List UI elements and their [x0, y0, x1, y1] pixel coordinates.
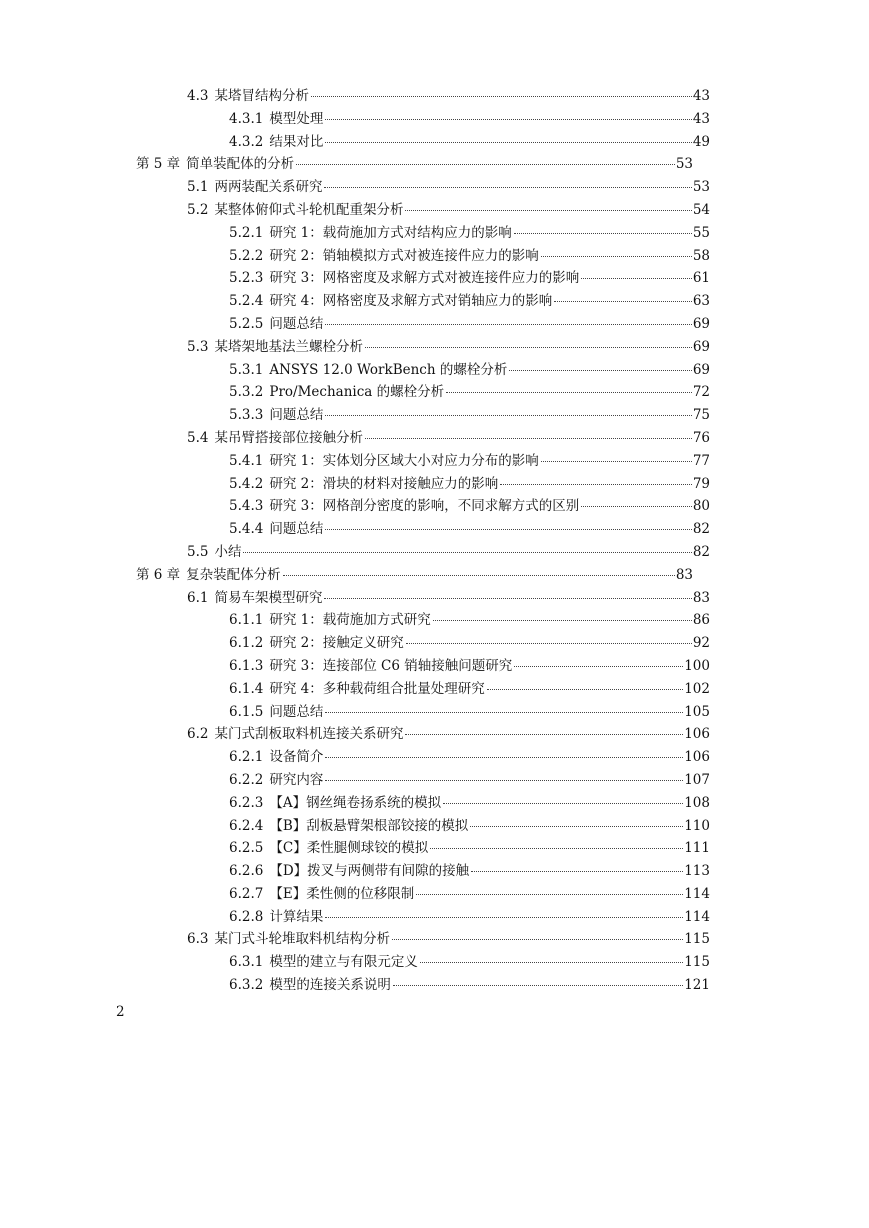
toc-entry[interactable]	[0, 791, 710, 814]
toc-dot-leader	[325, 529, 691, 530]
toc-entry-number: 6.2.7	[229, 885, 264, 902]
toc-entry-title: 模型的连接关系说明	[269, 977, 391, 994]
toc-dot-leader	[581, 506, 692, 507]
toc-entry[interactable]	[0, 358, 710, 381]
toc-dot-leader	[405, 734, 683, 735]
toc-entry[interactable]	[0, 221, 710, 244]
toc-entry-number: 5.4.1	[229, 452, 264, 469]
toc-dot-leader	[325, 119, 691, 120]
toc-entry-title: 小结	[214, 543, 242, 560]
toc-dot-leader	[514, 233, 692, 234]
toc-entry-title: 研究 3：网格密度及求解方式对被连接件应力的影响	[269, 270, 580, 287]
page-number: 2	[116, 1004, 125, 1020]
toc-entry-title: 简单装配体的分析	[186, 156, 295, 173]
toc-entry[interactable]	[0, 677, 710, 700]
toc-entry-page: 49	[692, 133, 710, 150]
toc-entry-title: 【E】柔性侧的位移限制	[269, 885, 415, 902]
toc-entry-page: 76	[692, 429, 710, 446]
toc-entry-page: 43	[692, 110, 710, 127]
toc-entry[interactable]	[0, 973, 710, 996]
toc-entry-page: 111	[684, 840, 710, 857]
toc-entry-page: 75	[692, 407, 710, 424]
toc-entry-page: 100	[684, 657, 710, 674]
toc-dot-leader	[541, 461, 692, 462]
toc-entry-title: 某门式斗轮堆取料机结构分析	[214, 931, 390, 948]
toc-dot-leader	[430, 848, 683, 849]
toc-entry-number: 5.2	[187, 201, 209, 218]
toc-entry-number: 5.4.3	[229, 498, 264, 515]
toc-entry[interactable]	[0, 472, 710, 495]
toc-entry-page: 102	[684, 680, 710, 697]
toc-entry-title: 简易车架模型研究	[214, 589, 323, 606]
toc-entry-number: 5.3.1	[229, 361, 264, 378]
toc-dot-leader	[325, 415, 691, 416]
toc-entry[interactable]	[0, 449, 710, 472]
toc-entry[interactable]	[0, 654, 710, 677]
toc-entry-title: 某门式刮板取料机连接关系研究	[214, 726, 404, 743]
toc-entry-title: Pro/Mechanica 的螺栓分析	[269, 384, 445, 401]
toc-entry-title: 研究内容	[269, 771, 324, 788]
toc-dot-leader	[420, 962, 683, 963]
toc-entry-number: 6.2.8	[229, 908, 264, 925]
toc-entry-number: 6.2.2	[229, 771, 264, 788]
toc-entry-title: 【A】钢丝绳卷扬系统的模拟	[269, 794, 442, 811]
toc-entry-page: 69	[692, 315, 710, 332]
toc-dot-leader	[541, 256, 692, 257]
toc-entry[interactable]	[0, 312, 710, 335]
toc-entry[interactable]	[0, 494, 710, 517]
toc-entry[interactable]	[0, 84, 710, 107]
toc-entry-page: 69	[692, 361, 710, 378]
toc-dot-leader	[365, 347, 692, 348]
toc-entry[interactable]	[0, 814, 710, 837]
toc-entry-title: ANSYS 12.0 WorkBench 的螺栓分析	[269, 361, 508, 378]
toc-entry-title: 问题总结	[269, 315, 324, 332]
toc-entry-page: 72	[692, 384, 710, 401]
toc-entry-number: 5.3.3	[229, 407, 264, 424]
toc-entry-title: 研究 3：网格剖分密度的影响，不同求解方式的区别	[269, 498, 580, 515]
toc-entry-title: 研究 2：销轴模拟方式对被连接件应力的影响	[269, 247, 539, 264]
toc-dot-leader	[283, 575, 675, 576]
toc-entry-title: 结果对比	[269, 133, 324, 150]
toc-entry-title: 研究 1：载荷施加方式对结构应力的影响	[269, 224, 512, 241]
toc-entry-number: 4.3.1	[229, 110, 264, 127]
toc-dot-leader	[487, 689, 683, 690]
toc-dot-leader	[325, 142, 691, 143]
toc-entry-number: 6.3.1	[229, 954, 264, 971]
toc-entry-title: 【B】刮板悬臂架根部铰接的模拟	[269, 817, 469, 834]
toc-entry-number: 6.1	[187, 589, 209, 606]
toc-entry-number: 第 6 章	[136, 566, 181, 583]
toc-entry-page: 83	[675, 566, 693, 583]
toc-entry-page: 63	[692, 293, 710, 310]
toc-entry[interactable]	[0, 859, 710, 882]
toc-entry[interactable]	[0, 836, 710, 859]
toc-entry[interactable]	[0, 631, 710, 654]
toc-entry-page: 53	[675, 156, 693, 173]
toc-entry-number: 5.4.4	[229, 521, 264, 538]
toc-entry[interactable]	[0, 586, 710, 609]
toc-entry-title: 问题总结	[269, 407, 324, 424]
toc-entry[interactable]	[0, 517, 710, 540]
toc-dot-leader	[470, 826, 683, 827]
toc-dot-leader	[500, 484, 692, 485]
toc-entry-page: 83	[692, 589, 710, 606]
toc-entry-title: 设备简介	[269, 749, 324, 766]
toc-entry-title: 模型处理	[269, 110, 324, 127]
toc-entry-page: 77	[692, 452, 710, 469]
toc-dot-leader	[325, 917, 683, 918]
toc-dot-leader	[325, 757, 683, 758]
toc-entry-title: 研究 1：实体划分区域大小对应力分布的影响	[269, 452, 539, 469]
toc-dot-leader	[405, 210, 691, 211]
toc-entry-page: 53	[692, 179, 710, 196]
toc-entry-page: 82	[692, 543, 710, 560]
toc-entry-number: 5.4	[187, 429, 209, 446]
toc-entry[interactable]	[0, 700, 710, 723]
toc-entry-number: 6.3	[187, 931, 209, 948]
toc-dot-leader	[406, 643, 692, 644]
toc-entry-page: 121	[684, 977, 710, 994]
toc-entry[interactable]	[0, 927, 710, 950]
toc-entry[interactable]	[0, 152, 693, 175]
toc-entry-title: 某整体俯仰式斗轮机配重架分析	[214, 201, 404, 218]
toc-entry-number: 5.1	[187, 179, 209, 196]
toc-entry-title: 计算结果	[269, 908, 324, 925]
toc-dot-leader	[433, 620, 692, 621]
toc-entry[interactable]	[0, 335, 710, 358]
toc-entry[interactable]	[0, 563, 693, 586]
toc-entry-number: 6.1.5	[229, 703, 264, 720]
toc-entry-number: 6.1.4	[229, 680, 264, 697]
toc-entry-number: 6.2.5	[229, 840, 264, 857]
toc-entry-title: 【D】拨叉与两侧带有间隙的接触	[269, 863, 470, 880]
toc-entry-page: 92	[692, 635, 710, 652]
toc-entry[interactable]	[0, 107, 710, 130]
toc-entry-number: 5.3.2	[229, 384, 264, 401]
toc-entry-page: 43	[692, 88, 710, 104]
toc-dot-leader	[392, 939, 683, 940]
toc-entry-title: 某塔冒结构分析	[214, 88, 309, 104]
toc-entry-page: 55	[692, 224, 710, 241]
toc-dot-leader	[471, 871, 683, 872]
toc-entry-number: 6.2	[187, 726, 209, 743]
toc-entry-number: 第 5 章	[136, 156, 181, 173]
toc-entry[interactable]	[0, 950, 710, 973]
toc-entry[interactable]	[0, 403, 710, 426]
toc-entry[interactable]	[0, 130, 710, 153]
toc-entry-page: 106	[684, 726, 710, 743]
toc-entry[interactable]	[0, 608, 710, 631]
toc-entry[interactable]	[0, 722, 710, 745]
toc-entry-number: 5.2.1	[229, 224, 264, 241]
toc-entry[interactable]	[0, 426, 710, 449]
toc-entry-page: 86	[692, 612, 710, 629]
toc-entry-page: 115	[684, 954, 710, 971]
toc-dot-leader	[509, 370, 691, 371]
toc-entry-number: 5.5	[187, 543, 209, 560]
toc-entry-number: 4.3.2	[229, 133, 264, 150]
toc-entry[interactable]	[0, 175, 710, 198]
toc-entry-number: 6.1.3	[229, 657, 264, 674]
toc-entry-number: 5.2.2	[229, 247, 264, 264]
toc-entry-title: 研究 4：多种载荷组合批量处理研究	[269, 680, 485, 697]
toc-entry-title: 问题总结	[269, 703, 324, 720]
toc-entry-page: 110	[684, 817, 710, 834]
toc-entry-page: 108	[684, 794, 710, 811]
toc-entry[interactable]	[0, 198, 710, 221]
toc-entry[interactable]	[0, 289, 710, 312]
toc-entry-title: 两两装配关系研究	[214, 179, 323, 196]
toc-entry-number: 4.3	[187, 88, 209, 104]
toc-entry[interactable]	[0, 745, 710, 768]
toc-entry-number: 6.3.2	[229, 977, 264, 994]
toc-entry-title: 研究 4：网格密度及求解方式对销轴应力的影响	[269, 293, 553, 310]
toc-entry-title: 某吊臂搭接部位接触分析	[214, 429, 363, 446]
toc-dot-leader	[296, 164, 675, 165]
toc-entry[interactable]	[0, 266, 710, 289]
toc-entry-title: 研究 2：接触定义研究	[269, 635, 404, 652]
toc-entry-number: 5.2.3	[229, 270, 264, 287]
toc-dot-leader	[554, 301, 692, 302]
toc-dot-leader	[325, 780, 683, 781]
toc-entry-page: 79	[692, 475, 710, 492]
toc-entry-page: 113	[684, 863, 710, 880]
toc-entry-number: 6.1.2	[229, 635, 264, 652]
toc-dot-leader	[325, 712, 683, 713]
toc-entry-number: 6.2.4	[229, 817, 264, 834]
toc-entry-page: 114	[684, 885, 710, 902]
toc-entry-number: 6.1.1	[229, 612, 264, 629]
toc-entry-title: 某塔架地基法兰螺栓分析	[214, 338, 363, 355]
toc-entry-page: 61	[692, 270, 710, 287]
toc-entry[interactable]	[0, 244, 710, 267]
toc-entry-number: 6.2.1	[229, 749, 264, 766]
toc-entry-page: 115	[684, 931, 710, 948]
toc-dot-leader	[443, 803, 683, 804]
toc-dot-leader	[514, 666, 683, 667]
toc-entry-page: 114	[684, 908, 710, 925]
toc-dot-leader	[446, 392, 692, 393]
toc-entry-number: 6.2.3	[229, 794, 264, 811]
toc-entry-title: 复杂装配体分析	[186, 566, 281, 583]
toc-entry-number: 6.2.6	[229, 863, 264, 880]
toc-entry-title: 研究 2：滑块的材料对接触应力的影响	[269, 475, 499, 492]
toc-dot-leader	[325, 324, 691, 325]
toc-entry-title: 研究 1：载荷施加方式研究	[269, 612, 431, 629]
toc-dot-leader	[324, 187, 691, 188]
toc-entry-page: 54	[692, 201, 710, 218]
toc-entry[interactable]	[0, 905, 710, 928]
toc-dot-leader	[416, 894, 683, 895]
toc-entry-number: 5.2.5	[229, 315, 264, 332]
toc-entry[interactable]	[0, 380, 710, 403]
toc-dot-leader	[365, 438, 692, 439]
toc-entry-page: 69	[692, 338, 710, 355]
toc-entry-number: 5.2.4	[229, 293, 264, 310]
toc-entry-page: 106	[684, 749, 710, 766]
toc-entry-page: 105	[684, 703, 710, 720]
toc-entry-page: 107	[684, 771, 710, 788]
toc-entry-page: 82	[692, 521, 710, 538]
toc-dot-leader	[581, 278, 692, 279]
table-of-contents	[0, 84, 869, 996]
toc-entry-number: 5.3	[187, 338, 209, 355]
toc-dot-leader	[311, 96, 692, 97]
toc-entry-title: 【C】柔性腿侧球铰的模拟	[269, 840, 429, 857]
toc-entry-page: 58	[692, 247, 710, 264]
toc-dot-leader	[243, 552, 691, 553]
toc-dot-leader	[324, 598, 691, 599]
toc-entry-number: 5.4.2	[229, 475, 264, 492]
toc-entry-title: 问题总结	[269, 521, 324, 538]
toc-entry[interactable]	[0, 540, 710, 563]
toc-entry-title: 模型的建立与有限元定义	[269, 954, 418, 971]
toc-entry-page: 80	[692, 498, 710, 515]
toc-dot-leader	[393, 985, 683, 986]
toc-entry[interactable]	[0, 882, 710, 905]
toc-entry[interactable]	[0, 768, 710, 791]
toc-entry-title: 研究 3：连接部位 C6 销轴接触问题研究	[269, 657, 513, 674]
